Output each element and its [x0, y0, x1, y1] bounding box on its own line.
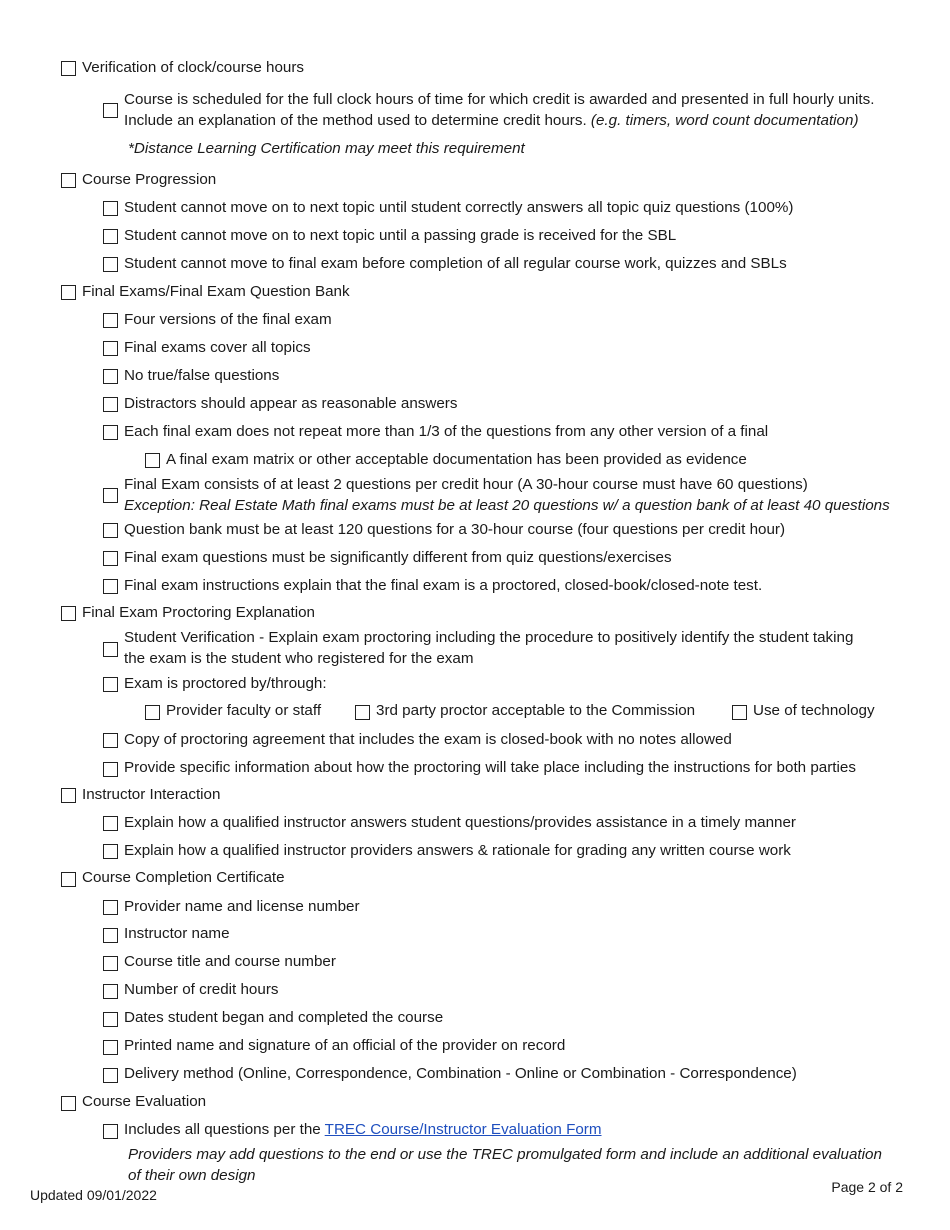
option-third-party-proctor: 3rd party proctor acceptable to the Commission	[376, 702, 696, 719]
section-label-completion-certificate: Course Completion Certificate	[82, 869, 285, 886]
item-full-clock-hours-line1: Course is scheduled for the full clock hours of time for which credit is awarded and presented in full hourly units.	[124, 91, 875, 108]
progression-item: Student cannot move on to next topic until a passing grade is received for the SBL	[124, 227, 677, 244]
student-verification-line2: the exam is the student who registered for the exam	[124, 650, 474, 667]
footer-updated-date: Updated 09/01/2022	[30, 1187, 157, 1203]
section-label-course-evaluation: Course Evaluation	[82, 1093, 207, 1110]
section-label-instructor-interaction: Instructor Interaction	[82, 786, 221, 803]
instructor-item: Explain how a qualified instructor answers student questions/provides assistance in a timely manner	[124, 814, 796, 831]
proctoring-item: Provide specific information about how the proctoring will take place including the instructions for both parties	[124, 759, 856, 776]
final-exam-item: Four versions of the final exam	[124, 311, 332, 328]
checkbox-completion-certificate[interactable]	[61, 872, 76, 887]
checkbox-certificate-item[interactable]	[103, 984, 118, 999]
item-full-clock-hours-example: (e.g. timers, word count documentation)	[590, 112, 859, 129]
checkbox-certificate-item[interactable]	[103, 1040, 118, 1055]
evaluation-note-line2: of their own design	[128, 1167, 256, 1184]
checkbox-third-party-proctor[interactable]	[355, 705, 370, 720]
checkbox-final-exam-item[interactable]	[103, 523, 118, 538]
certificate-item: Course title and course number	[124, 953, 336, 970]
checkbox-use-of-technology[interactable]	[732, 705, 747, 720]
checkbox-instructor-interaction[interactable]	[61, 788, 76, 803]
certificate-item: Number of credit hours	[124, 981, 279, 998]
final-exam-exception: Exception: Real Estate Math final exams must be at least 20 questions w/ a question bank of at least 40 questions	[124, 497, 890, 514]
final-exam-item: Final exam instructions explain that the final exam is a proctored, closed-book/closed-note test.	[124, 577, 763, 594]
checkbox-proctoring[interactable]	[61, 606, 76, 621]
checkbox-proctoring-item[interactable]	[103, 733, 118, 748]
proctoring-item: Copy of proctoring agreement that includes the exam is closed-book with no notes allowed	[124, 731, 732, 748]
option-use-of-technology: Use of technology	[753, 702, 875, 719]
progression-item: Student cannot move to final exam before completion of all regular course work, quizzes and SBLs	[124, 255, 787, 272]
final-exam-consists-line1: Final Exam consists of at least 2 questions per credit hour (A 30-hour course must have 60 questions)	[124, 476, 808, 493]
checkbox-course-evaluation[interactable]	[61, 1096, 76, 1111]
footer-page-number: Page 2 of 2	[831, 1179, 903, 1195]
final-exam-item: Final exam questions must be significantly different from quiz questions/exercises	[124, 549, 672, 566]
option-provider-faculty: Provider faculty or staff	[166, 702, 322, 719]
progression-item: Student cannot move on to next topic until student correctly answers all topic quiz questions (100%)	[124, 199, 794, 216]
checkbox-final-exam-item[interactable]	[103, 313, 118, 328]
certificate-item: Dates student began and completed the course	[124, 1009, 444, 1026]
checkbox-final-exam-consists[interactable]	[103, 488, 118, 503]
final-exam-item: Distractors should appear as reasonable answers	[124, 395, 458, 412]
certificate-item: Instructor name	[124, 925, 230, 942]
evaluation-item	[124, 1119, 602, 1140]
final-exam-item: Final exams cover all topics	[124, 339, 311, 356]
checkbox-evaluation-item[interactable]	[103, 1124, 118, 1139]
trec-evaluation-form-link[interactable]: TREC Course/Instructor Evaluation Form	[324, 1121, 602, 1138]
checkbox-final-exam-item[interactable]	[103, 341, 118, 356]
checkbox-final-exam-item[interactable]	[103, 579, 118, 594]
item-full-clock-hours-text: Include an explanation of the method used to determine credit hours.	[124, 112, 587, 129]
certificate-item: Provider name and license number	[124, 898, 360, 915]
distance-learning-note: *Distance Learning Certification may meet this requirement	[128, 140, 525, 157]
exam-proctored-by: Exam is proctored by/through:	[124, 675, 327, 692]
checkbox-certificate-item[interactable]	[103, 900, 118, 915]
checkbox-provider-faculty[interactable]	[145, 705, 160, 720]
item-full-clock-hours-line2	[124, 110, 859, 131]
final-exam-item: Each final exam does not repeat more than 1/3 of the questions from any other version of a final	[124, 423, 769, 440]
checkbox-progression-item[interactable]	[103, 201, 118, 216]
checkbox-proctoring-item[interactable]	[103, 762, 118, 777]
checkbox-progression-item[interactable]	[103, 229, 118, 244]
checkbox-instructor-item[interactable]	[103, 844, 118, 859]
checkbox-certificate-item[interactable]	[103, 956, 118, 971]
section-label-course-progression: Course Progression	[82, 171, 217, 188]
checkbox-final-exam-item[interactable]	[103, 425, 118, 440]
checkbox-progression-item[interactable]	[103, 257, 118, 272]
evaluation-note-line1: Providers may add questions to the end or use the TREC promulgated form and include an additional evaluation	[128, 1146, 882, 1163]
checkbox-verification-hours[interactable]	[61, 61, 76, 76]
checkbox-certificate-item[interactable]	[103, 928, 118, 943]
checkbox-instructor-item[interactable]	[103, 816, 118, 831]
section-label-verification-hours: Verification of clock/course hours	[82, 59, 305, 76]
section-label-proctoring: Final Exam Proctoring Explanation	[82, 604, 315, 621]
checkbox-final-exam-item[interactable]	[103, 551, 118, 566]
student-verification-line1: Student Verification - Explain exam proctoring including the procedure to positively identify the student taking	[124, 629, 854, 646]
checkbox-course-progression[interactable]	[61, 173, 76, 188]
certificate-item: Printed name and signature of an official of the provider on record	[124, 1037, 566, 1054]
checkbox-certificate-item[interactable]	[103, 1012, 118, 1027]
checkbox-final-exam-item[interactable]	[103, 369, 118, 384]
certificate-item: Delivery method (Online, Correspondence, Combination - Online or Combination - Correspondence)	[124, 1065, 797, 1082]
instructor-item: Explain how a qualified instructor providers answers & rationale for grading any written course work	[124, 842, 791, 859]
final-exam-matrix: A final exam matrix or other acceptable documentation has been provided as evidence	[166, 451, 747, 468]
final-exam-item: Question bank must be at least 120 questions for a 30-hour course (four questions per credit hour)	[124, 521, 786, 538]
section-label-final-exams: Final Exams/Final Exam Question Bank	[82, 283, 350, 300]
evaluation-item-text: Includes all questions per the	[124, 1121, 321, 1138]
checkbox-certificate-item[interactable]	[103, 1068, 118, 1083]
checkbox-exam-proctored-by[interactable]	[103, 677, 118, 692]
checkbox-final-exam-matrix[interactable]	[145, 453, 160, 468]
checkbox-final-exam-item[interactable]	[103, 397, 118, 412]
checkbox-full-clock-hours[interactable]	[103, 103, 118, 118]
final-exam-item: No true/false questions	[124, 367, 280, 384]
checkbox-final-exams[interactable]	[61, 285, 76, 300]
checkbox-student-verification[interactable]	[103, 642, 118, 657]
